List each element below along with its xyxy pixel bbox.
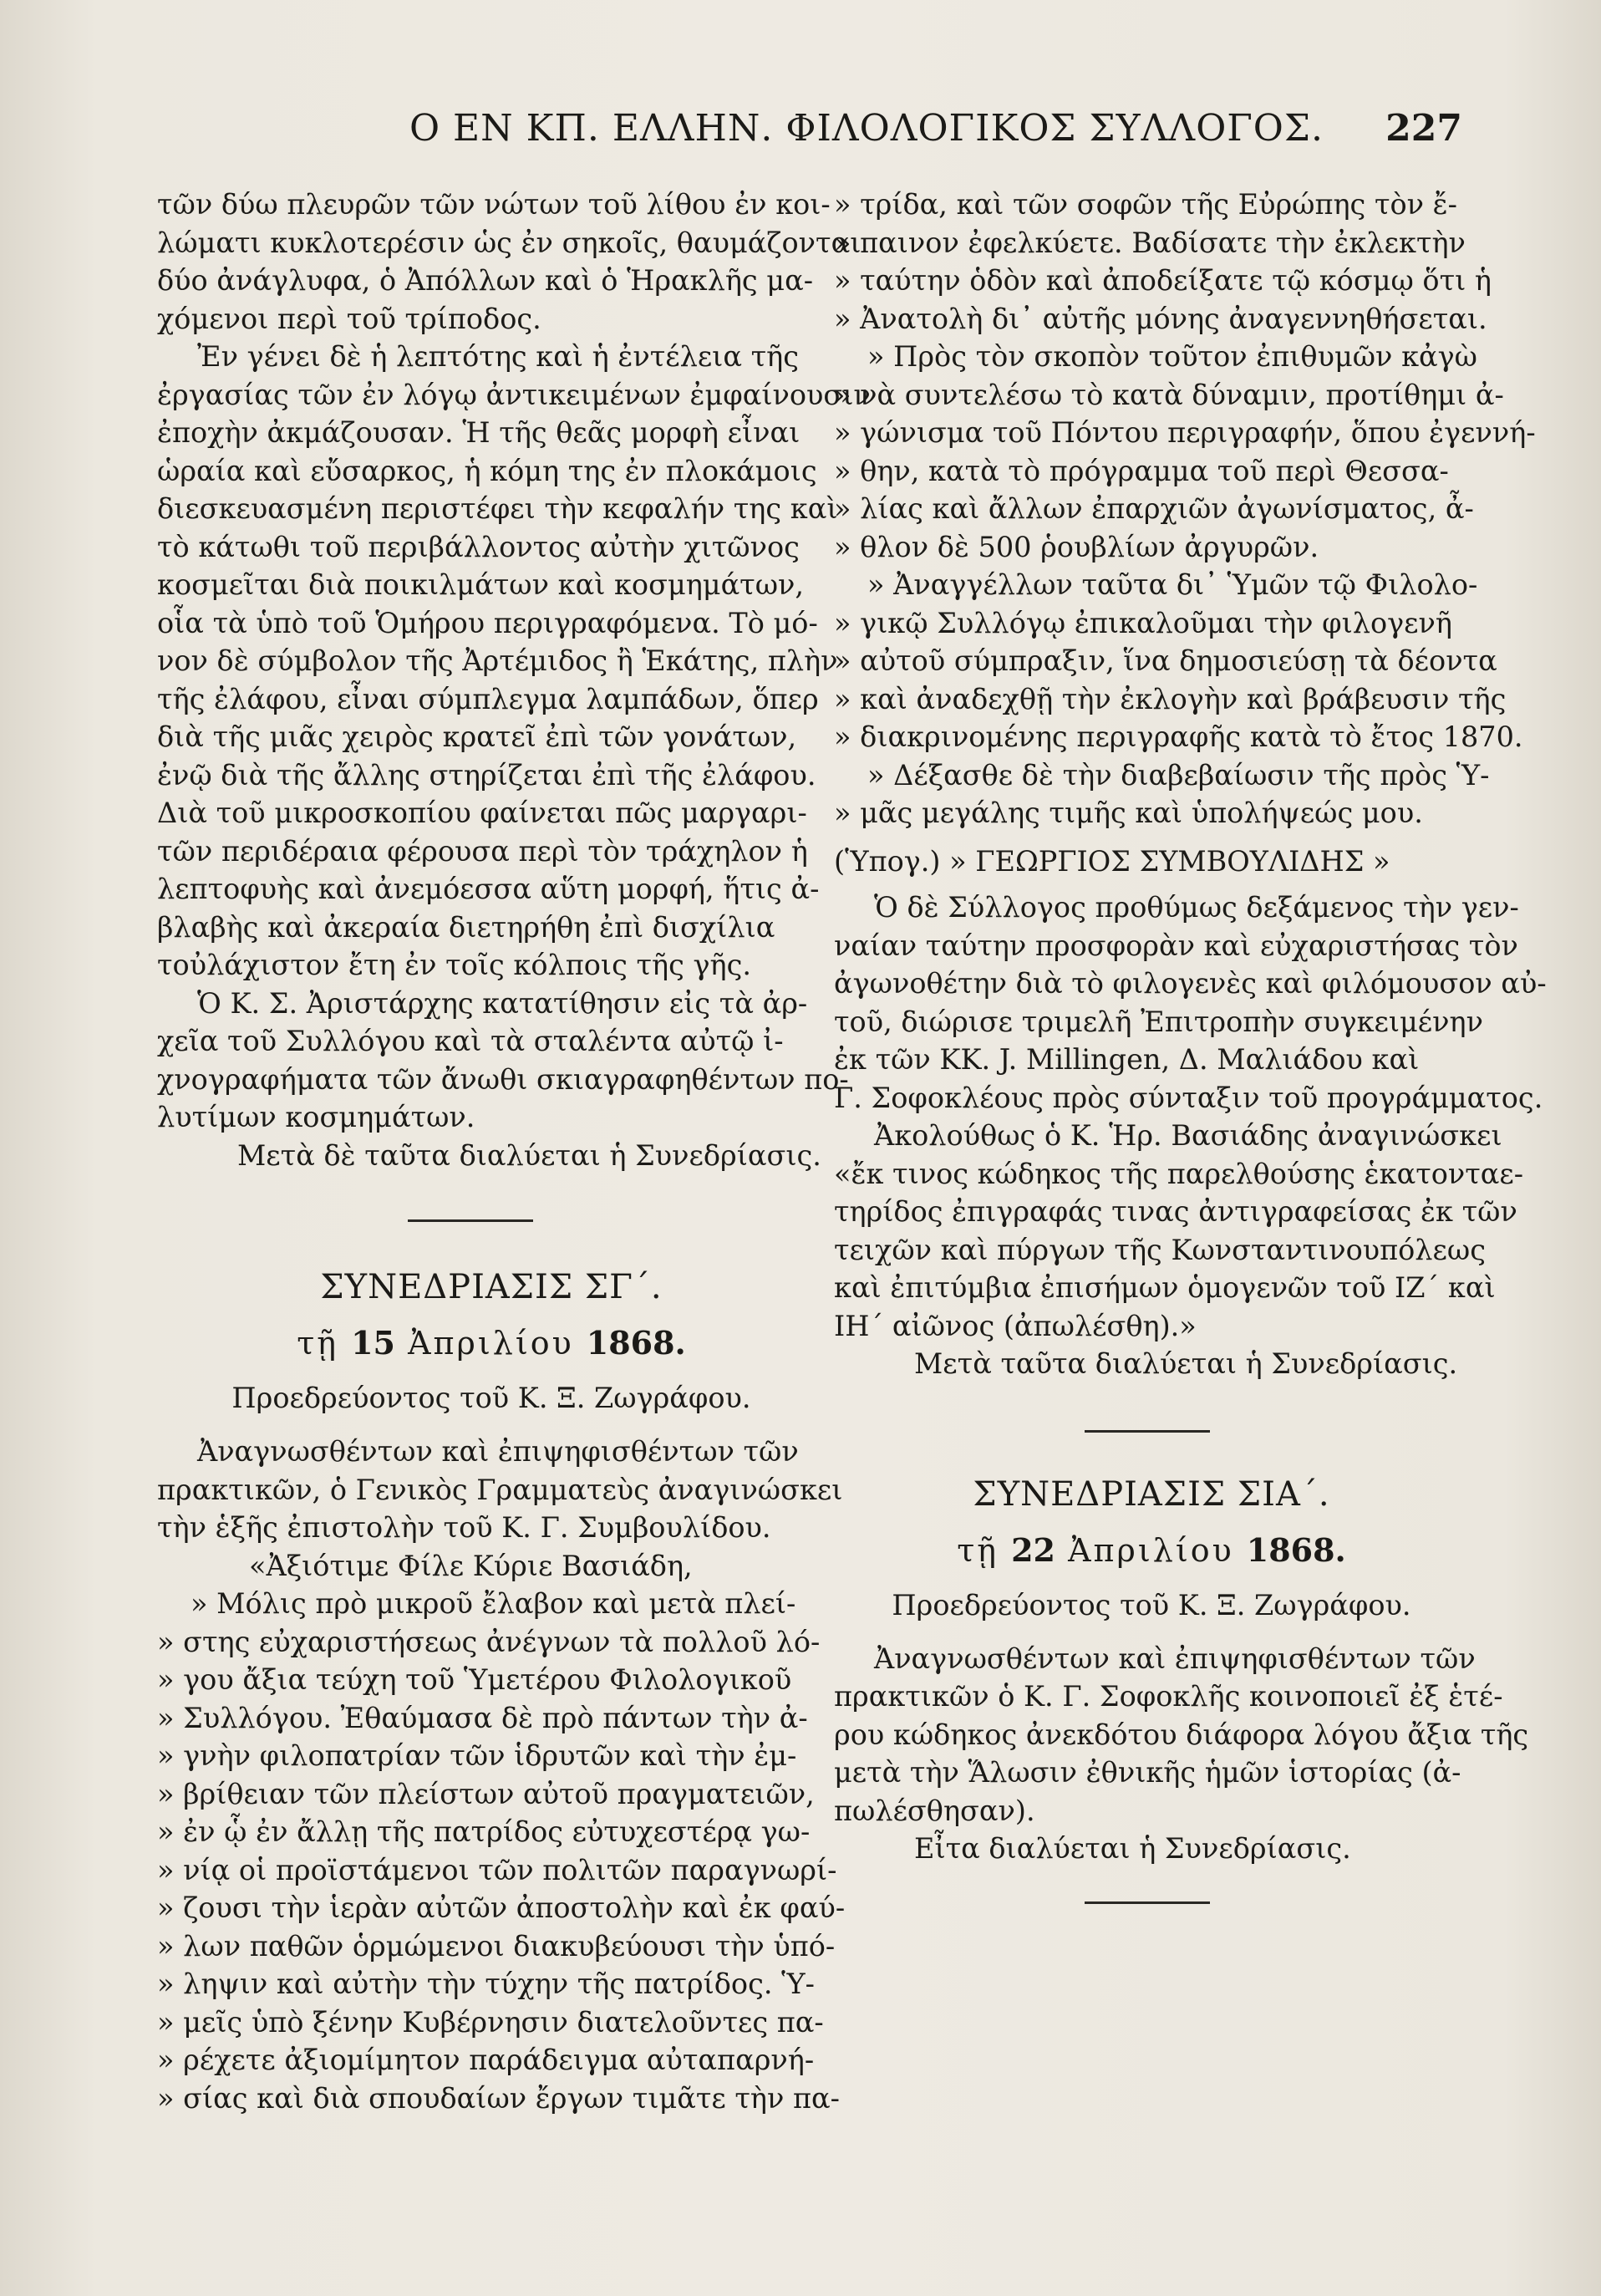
text-line: τοῦ, διώρισε τριμελῆ Ἐπιτροπὴν συγκειμένην — [834, 1005, 1483, 1038]
text-line: » σίας καὶ διὰ σπουδαίων ἔργων τιμᾶτε τὴν πα- — [157, 2081, 840, 2115]
text-line: λυτίμων κοσμημάτων. — [157, 1101, 475, 1133]
text-line: Ἀκολούθως ὁ Κ. Ἡρ. Βασιάδης ἀναγινώσκει — [874, 1119, 1502, 1152]
text-line: ὡραία καὶ εὔσαρκος, ἡ κόμη της ἐν πλοκάμοις — [157, 454, 817, 487]
session-presidency: Προεδρεύοντος τοῦ Κ. Ξ. Ζωγράφου. — [231, 1382, 751, 1414]
date-day: 22 — [1011, 1530, 1055, 1569]
session-title: ΣΥΝΕΔΡΙΑΣΙΣ ΣΓ΄. — [320, 1268, 663, 1306]
text-line: χεῖα τοῦ Συλλόγου καὶ τὰ σταλέντα αὐτῷ ἰ- — [157, 1025, 784, 1057]
session-paragraph — [157, 1433, 843, 1547]
date-year: 1868. — [1246, 1530, 1346, 1569]
text-line: τοὐλάχιστον ἔτη ἐν τοῖς κόλποις τῆς γῆς. — [157, 949, 751, 981]
date-day: 15 — [351, 1324, 395, 1362]
text-line: ἐποχὴν ἀκμάζουσαν. Ἡ τῆς θεᾶς μορφὴ εἶναι — [157, 416, 800, 449]
section-divider — [408, 1219, 533, 1222]
text-line: » Ἀναγγέλλων ταῦτα δι᾽ Ὑμῶν τῷ Φιλολο- — [867, 568, 1478, 601]
text-line: διεσκευασμένη περιστέφει τὴν κεφαλήν της καὶ — [157, 492, 838, 525]
session-paragraph — [834, 1640, 1529, 1830]
text-line: » θην, κατὰ τὸ πρόγραμμα τοῦ περὶ Θεσσα- — [834, 454, 1449, 487]
text-line: » λων παθῶν ὁρμώμενοι διακυβεύουσι τὴν ὑπό- — [157, 1929, 836, 1963]
description-paragraph — [157, 338, 871, 985]
text-line: τῆς ἐλάφου, εἶναι σύμπλεγμα λαμπάδων, ὅπερ — [157, 682, 819, 715]
text-line: » διακρινομένης περιγραφῆς κατὰ τὸ ἔτος 1870. — [834, 720, 1523, 753]
text-line: » θλον δὲ 500 ῥουβλίων ἀργυρῶν. — [834, 530, 1319, 563]
text-line: » νὰ συντελέσω τὸ κατὰ δύναμιν, προτίθημι ἀ- — [834, 378, 1504, 411]
session-date — [157, 1324, 826, 1367]
letter-salutation: «Ἀξιότιμε Φίλε Κύριε Βασιάδη, — [249, 1549, 693, 1582]
text-line: Διὰ τοῦ μικροσκοπίου φαίνεται πῶς μαργαρι- — [157, 797, 807, 829]
text-line: ἀγωνοθέτην διὰ τὸ φιλογενὲς καὶ φιλόμουσον αὐ- — [834, 967, 1547, 1000]
text-line: ναίαν ταύτην προσφορὰν καὶ εὐχαριστήσας τὸν — [834, 929, 1518, 962]
text-line: τειχῶν καὶ πύργων τῆς Κωνσταντινουπόλεως — [834, 1233, 1486, 1266]
inscriptions-paragraph — [834, 1117, 1524, 1345]
closing-line: Μετὰ ταῦτα διαλύεται ἡ Συνεδρίασις. — [914, 1347, 1458, 1380]
text-line: » γώνισμα τοῦ Πόντου περιγραφήν, ὅπου ἐγεννή- — [834, 416, 1536, 449]
text-line: » Πρὸς τὸν σκοπὸν τοῦτον ἐπιθυμῶν κἀγὼ — [867, 340, 1477, 373]
text-line: νον δὲ σύμβολον τῆς Ἀρτέμιδος ἢ Ἑκάτης, πλὴν — [157, 644, 838, 677]
text-line: » ἐν ᾧ ἐν ἄλλῃ τῆς πατρίδος εὐτυχεστέρᾳ γω- — [157, 1815, 811, 1848]
text-line: τῶν περιδέραια φέρουσα περὶ τὸν τράχηλον ἡ — [157, 834, 808, 868]
text-line: » γου ἄξια τεύχη τοῦ Ὑμετέρου Φιλολογικοῦ — [157, 1663, 792, 1696]
text-line: ΙΗ΄ αἰῶνος (ἀπωλέσθη).» — [834, 1309, 1197, 1342]
text-line: » λίας καὶ ἄλλων ἐπαρχιῶν ἀγωνίσματος, ἆ- — [834, 492, 1474, 525]
text-line: » βρίθειαν τῶν πλείστων αὐτοῦ πραγματειῶν, — [157, 1777, 815, 1810]
text-line: » γνὴν φιλοπατρίαν τῶν ἱδρυτῶν καὶ τὴν ἐμ- — [157, 1739, 797, 1772]
signature-line: (Ὑπογ.) » ΓΕΩΡΓΙΟΣ ΣΥΜΒΟΥΛΙΔΗΣ » — [834, 844, 1390, 878]
text-line: τῶν δύω πλευρῶν τῶν νώτων τοῦ λίθου ἐν κοι- — [157, 188, 831, 221]
text-line: καὶ ἐπιτύμβια ἐπισήμων ὁμογενῶν τοῦ ΙΖ΄ καὶ — [834, 1271, 1496, 1304]
text-line: διὰ τῆς μιᾶς χειρὸς κρατεῖ ἐπὶ τῶν γονάτων, — [157, 720, 797, 753]
section-divider — [1085, 1430, 1210, 1433]
running-header — [393, 107, 1462, 157]
text-line: κοσμεῖται διὰ ποικιλμάτων καὶ κοσμημάτων, — [157, 568, 805, 601]
deposit-paragraph — [157, 985, 849, 1137]
session-title: ΣΥΝΕΔΡΙΑΣΙΣ ΣΙΑ΄. — [973, 1474, 1330, 1514]
text-line: πρακτικῶν, ὁ Γενικὸς Γραμματεὺς ἀναγινώσκει — [157, 1473, 843, 1506]
text-line: πωλέσθησαν). — [834, 1794, 1035, 1827]
text-line: τὴν ἑξῆς ἐπιστολὴν τοῦ Κ. Γ. Συμβουλίδου. — [157, 1511, 771, 1544]
text-line: » μᾶς μεγάλης τιμῆς καὶ ὑπολήψεώς μου. — [834, 797, 1423, 829]
text-line: ἐκ τῶν ΚΚ. J. Millingen, Δ. Μαλιάδου καὶ — [834, 1043, 1420, 1076]
text-line: » αὐτοῦ σύμπραξιν, ἵνα δημοσιεύσῃ τὰ δέοντα — [834, 644, 1497, 677]
text-line: » Δέξασθε δὲ τὴν διαβεβαίωσιν τῆς πρὸς Ὑ- — [867, 758, 1490, 792]
text-line: «ἔκ τινος κώδηκος τῆς παρελθούσης ἑκατονταε- — [834, 1157, 1524, 1190]
text-line: Ὁ δὲ Σύλλογος προθύμως δεξάμενος τὴν γεν- — [874, 891, 1519, 924]
date-month: Ἀπριλίου — [1068, 1531, 1234, 1569]
left-column — [157, 186, 871, 2117]
text-line: μετὰ τὴν Ἅλωσιν ἐθνικῆς ἡμῶν ἱστορίας (ἀ- — [834, 1756, 1461, 1789]
page-number: 227 — [1385, 107, 1462, 150]
text-line: » ζουσι τὴν ἱερὰν αὐτῶν ἀποστολὴν καὶ ἐκ φαύ- — [157, 1891, 846, 1924]
session-presidency: Προεδρεύοντος τοῦ Κ. Ξ. Ζωγράφου. — [892, 1588, 1411, 1621]
text-line: » γικῷ Συλλόγῳ ἐπικαλοῦμαι τὴν φιλογενῆ — [834, 606, 1452, 639]
text-line: βλαβὴς καὶ ἀκεραία διετηρήθη ἐπὶ δισχίλια — [157, 910, 775, 944]
text-line: » Μόλις πρὸ μικροῦ ἔλαβον καὶ μετὰ πλεί- — [191, 1587, 796, 1620]
intro-paragraph — [157, 186, 861, 338]
text-line: τὸ κάτωθι τοῦ περιβάλλοντος αὐτὴν χιτῶνος — [157, 530, 800, 563]
text-line: Ἀναγνωσθέντων καὶ ἐπιψηφισθέντων τῶν — [197, 1435, 799, 1468]
running-title: Ο ΕΝ ΚΠ. ΕΛΛΗΝ. ΦΙΛΟΛΟΓΙΚΟΣ ΣΥΛΛΟΓΟΣ. — [409, 107, 1324, 150]
text-line: ἐργασίας τῶν ἐν λόγῳ ἀντικειμένων ἐμφαίνουσιν — [157, 378, 871, 411]
text-line: χνογραφήματα τῶν ἄνωθι σκιαγραφηθέντων πο- — [157, 1062, 849, 1096]
society-response-paragraph — [834, 888, 1547, 1117]
text-line: » Ἀνατολὴ δι᾽ αὐτῆς μόνης ἀναγεννηθήσεται. — [834, 302, 1487, 335]
text-line: Ἐν γένει δὲ ἡ λεπτότης καὶ ἡ ἐντέλεια τῆς — [197, 340, 799, 373]
text-line: » ρέχετε ἀξιομίμητον παράδειγμα αὐταπαρνή- — [157, 2044, 815, 2076]
text-line: » ληψιν καὶ αὐτὴν τὴν τύχην τῆς πατρίδος. Ὑ- — [157, 1968, 815, 2000]
text-line: χόμενοι περὶ τοῦ τρίποδος. — [157, 302, 541, 335]
text-line: » παινον ἐφελκύετε. Βαδίσατε τὴν ἐκλεκτὴν — [834, 226, 1466, 259]
session-date — [834, 1531, 1469, 1575]
closing-line: Μετὰ δὲ ταῦτα διαλύεται ἡ Συνεδρίασις. — [237, 1138, 821, 1172]
text-line: πρακτικῶν ὁ Κ. Γ. Σοφοκλῆς κοινοποιεῖ ἐξ ἑτέ- — [834, 1680, 1503, 1713]
text-line: » στης εὐχαριστήσεως ἀνέγνων τὰ πολλοῦ λό- — [157, 1625, 821, 1658]
letter-continuation — [834, 186, 1536, 832]
right-column — [834, 186, 1547, 1947]
text-line: Ὁ Κ. Σ. Ἀριστάρχης κατατίθησιν εἰς τὰ ἀρ- — [197, 986, 808, 1020]
text-line: » τρίδα, καὶ τῶν σοφῶν τῆς Εὐρώπης τὸν ἔ- — [834, 188, 1457, 221]
letter-body — [157, 1585, 846, 2117]
text-line: » Συλλόγου. Ἐθαύμασα δὲ πρὸ πάντων τὴν ἀ- — [157, 1701, 808, 1734]
text-line: » νίᾳ οἱ προϊστάμενοι τῶν πολιτῶν παραγνωρί- — [157, 1853, 837, 1886]
text-line: ἐνῷ διὰ τῆς ἄλλης στηρίζεται ἐπὶ τῆς ἐλάφου. — [157, 758, 816, 792]
text-line: ρου κώδηκος ἀνεκδότου διάφορα λόγου ἄξια τῆς — [834, 1718, 1529, 1751]
text-line: » μεῖς ὑπὸ ξένην Κυβέρνησιν διατελοῦντες πα- — [157, 2005, 824, 2039]
date-prefix: τῇ — [297, 1325, 338, 1362]
text-line: λεπτοφυὴς καὶ ἀνεμόεσσα αὕτη μορφή, ἥτις ἀ- — [157, 873, 820, 905]
text-line: Γ. Σοφοκλέους πρὸς σύνταξιν τοῦ προγράμματος. — [834, 1081, 1543, 1114]
text-line: » ταύτην ὁδὸν καὶ ἀποδείξατε τῷ κόσμῳ ὅτι ἡ — [834, 264, 1492, 297]
text-line: Ἀναγνωσθέντων καὶ ἐπιψηφισθέντων τῶν — [874, 1642, 1476, 1675]
section-divider — [1085, 1901, 1210, 1904]
date-prefix: τῇ — [957, 1531, 999, 1569]
final-line: Εἶτα διαλύεται ἡ Συνεδρίασις. — [914, 1832, 1351, 1865]
date-year: 1868. — [586, 1324, 686, 1362]
text-line: δύο ἀνάγλυφα, ὁ Ἀπόλλων καὶ ὁ Ἡρακλῆς μα- — [157, 264, 814, 297]
text-line: τηρίδος ἐπιγραφάς τινας ἀντιγραφείσας ἐκ τῶν — [834, 1195, 1517, 1228]
text-line: λώματι κυκλοτερέσιν ὡς ἐν σηκοῖς, θαυμάζονται — [157, 226, 861, 259]
text-line: οἷα τὰ ὑπὸ τοῦ Ὁμήρου περιγραφόμενα. Τὸ μό- — [157, 606, 818, 639]
text-line: » καὶ ἀναδεχθῇ τὴν ἐκλογὴν καὶ βράβευσιν τῆς — [834, 682, 1507, 715]
date-month: Ἀπριλίου — [408, 1325, 574, 1362]
